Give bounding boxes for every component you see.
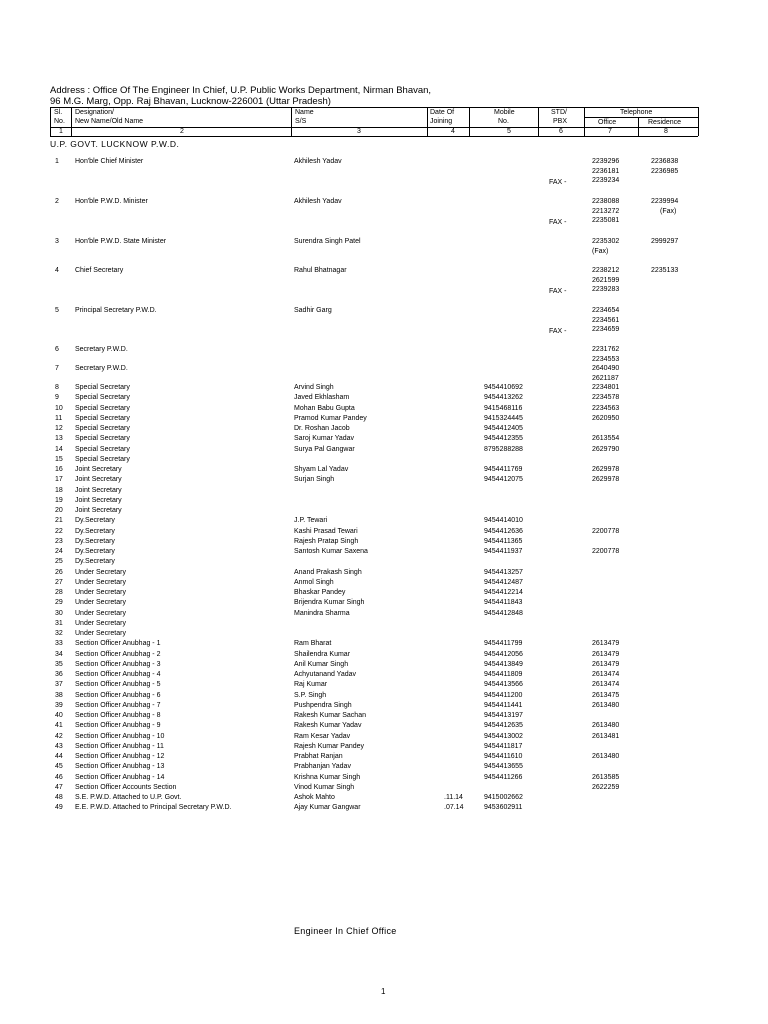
mobile-number: 9454411769 (484, 466, 523, 473)
mobile-number: 9454411937 (484, 548, 523, 555)
mobile-number: 9454411266 (484, 773, 523, 781)
fax-label: FAX - (549, 179, 567, 186)
office-phone: 2629790 (592, 445, 620, 453)
sl-number: 3 (55, 238, 59, 245)
section-title: U.P. GOVT. LUCKNOW P.W.D. (50, 139, 180, 149)
office-phone: 2613480 (592, 722, 620, 730)
sl-number: 4 (55, 267, 59, 274)
office-phone: 2613474 (592, 681, 620, 689)
residence-phone: 2236838 (651, 158, 679, 165)
sl-number: 33 (55, 640, 63, 648)
mobile-number: 9415324445 (484, 414, 523, 422)
office-phone: 2613475 (592, 691, 620, 699)
person-name: Sadhir Garg (294, 307, 332, 314)
designation: Dy.Secretary (75, 548, 115, 555)
page-number: 1 (381, 987, 386, 996)
sl-number: 45 (55, 763, 63, 771)
office-phone: 2235302 (592, 238, 620, 245)
sl-number: 40 (55, 712, 63, 719)
sl-number: 44 (55, 753, 63, 760)
column-number: 8 (664, 128, 668, 135)
designation: Section Officer Anubhag - 6 (75, 691, 161, 699)
header-name: Name (295, 109, 314, 116)
address-line-1: Address : Office Of The Engineer In Chief, U.P. Public Works Department, Nirman Bhavan, (50, 85, 432, 96)
header-telephone: Telephone (620, 109, 653, 116)
designation: Principal Secretary P.W.D. (75, 307, 157, 314)
person-name: Surjan Singh (294, 476, 335, 484)
person-name: Raj Kumar (294, 681, 328, 689)
designation: Dy.Secretary (75, 537, 115, 545)
joining-date: .11.14 (444, 794, 463, 801)
mobile-number: 9454413849 (484, 660, 523, 668)
residence-phone: 2235133 (651, 267, 679, 274)
designation: Special Secretary (75, 445, 130, 453)
office-phone: 2239234 (592, 177, 620, 184)
header-designation: Designation/ (75, 109, 114, 116)
column-number: 3 (357, 128, 361, 135)
office-phone: 2613479 (592, 640, 620, 648)
sl-number: 8 (55, 384, 59, 391)
residence-phone: 2239994 (651, 198, 679, 205)
person-name: J.P. Tewari (294, 517, 328, 525)
person-name: Prabhat Ranjan (294, 753, 343, 760)
sl-number: 20 (55, 507, 63, 514)
designation: Section Officer Anubhag - 13 (75, 763, 165, 771)
residence-phone: (Fax) (660, 207, 677, 215)
fax-label: FAX - (549, 328, 567, 335)
office-phone: 2234578 (592, 394, 620, 402)
designation: Special Secretary (75, 404, 130, 412)
office-phone: 2234561 (592, 316, 620, 324)
designation: Section Officer Anubhag - 9 (75, 722, 161, 730)
mobile-number: 9454412635 (484, 722, 523, 730)
office-phone: 2234563 (592, 404, 620, 412)
designation: Hon'ble P.W.D. State Minister (75, 238, 167, 245)
fax-label: FAX - (549, 219, 567, 226)
mobile-number: 9454413002 (484, 732, 523, 740)
office-phone: 2613481 (592, 732, 620, 740)
person-name: Rakesh Kumar Sachan (294, 712, 366, 719)
person-name: Mohan Babu Gupta (294, 404, 355, 412)
designation: Joint Secretary (75, 496, 122, 504)
header-mobile-no: No. (498, 118, 509, 125)
designation: Joint Secretary (75, 466, 122, 473)
mobile-number: 9454411817 (484, 742, 523, 750)
designation: Under Secretary (75, 589, 126, 596)
sl-number: 2 (55, 198, 59, 205)
mobile-number: 9454412848 (484, 609, 523, 617)
person-name: Rakesh Kumar Yadav (294, 722, 362, 730)
sl-number: 25 (55, 558, 63, 566)
person-name: Achyutanand Yadav (294, 671, 357, 678)
person-name: Kashi Prasad Tewari (294, 527, 358, 535)
person-name: Prabhanjan Yadav (294, 763, 351, 771)
sl-number: 18 (55, 486, 63, 494)
sl-number: 5 (55, 307, 59, 314)
office-phone: 2200778 (592, 527, 620, 535)
mobile-number: 9454411799 (484, 640, 523, 648)
designation: Under Secretary (75, 568, 126, 576)
mobile-number: 9454413262 (484, 394, 523, 402)
office-phone: 2239283 (592, 286, 620, 293)
header-pbx: PBX (553, 118, 568, 125)
person-name: Javed Ekhlasham (294, 394, 350, 402)
header-std: STD/ (551, 109, 567, 116)
sl-number: 41 (55, 722, 63, 730)
designation: Section Officer Anubhag - 12 (75, 753, 165, 760)
mobile-number: 9454411200 (484, 691, 523, 699)
mobile-number: 9454412075 (484, 476, 523, 484)
mobile-number: 9454414010 (484, 517, 523, 525)
person-name: Pushpendra Singh (294, 701, 352, 709)
office-phone: (Fax) (592, 247, 609, 255)
office-phone: 2238212 (592, 267, 620, 274)
sl-number: 36 (55, 671, 63, 678)
office-phone: 2238088 (592, 198, 620, 205)
designation: Section Officer Anubhag - 5 (75, 681, 161, 689)
mobile-number: 9454412405 (484, 425, 523, 432)
person-name: Rajesh Pratap Singh (294, 537, 359, 545)
sl-number: 26 (55, 568, 63, 576)
sl-number: 34 (55, 650, 63, 658)
designation: Section Officer Anubhag - 14 (75, 773, 165, 781)
person-name: Akhilesh Yadav (294, 198, 342, 205)
person-name: Anmol Singh (294, 578, 334, 586)
joining-date: .07.14 (444, 804, 464, 812)
designation: Under Secretary (75, 619, 126, 627)
sl-number: 47 (55, 783, 63, 791)
person-name: Anil Kumar Singh (294, 660, 349, 668)
office-phone: 2613479 (592, 660, 620, 668)
sl-number: 16 (55, 466, 63, 473)
mobile-number: 9454410692 (484, 384, 523, 391)
sl-number: 49 (55, 804, 63, 812)
office-phone: 2613554 (592, 435, 620, 443)
person-name: Arvind Singh (294, 384, 334, 391)
mobile-number: 9454413257 (484, 568, 523, 576)
mobile-number: 9454412214 (484, 589, 523, 596)
person-name: Akhilesh Yadav (294, 158, 342, 165)
person-name: Bhaskar Pandey (294, 589, 346, 596)
sl-number: 10 (55, 404, 63, 412)
column-number: 5 (507, 128, 511, 135)
mobile-number: 9454411610 (484, 753, 523, 760)
office-phone: 2640490 (592, 365, 620, 372)
person-name: S.P. Singh (294, 691, 327, 699)
office-phone: 2234654 (592, 307, 620, 314)
sl-number: 35 (55, 660, 63, 668)
person-name: Surendra Singh Patel (294, 238, 361, 245)
mobile-number: 9454412636 (484, 527, 523, 535)
residence-phone: 2999297 (651, 238, 679, 245)
header-joining: Joining (430, 118, 453, 125)
designation: Dy.Secretary (75, 527, 115, 535)
column-number: 2 (180, 128, 184, 135)
person-name: Krishna Kumar Singh (294, 773, 361, 781)
person-name: Brijendra Kumar Singh (294, 599, 365, 607)
sl-number: 21 (55, 517, 63, 525)
office-phone: 2613585 (592, 773, 620, 781)
header-office: Office (598, 119, 617, 126)
designation: Under Secretary (75, 578, 126, 586)
sl-number: 7 (55, 365, 59, 372)
designation: Under Secretary (75, 599, 126, 607)
office-phone: 2613480 (592, 753, 620, 760)
designation: Special Secretary (75, 384, 130, 391)
person-name: Rajesh Kumar Pandey (294, 742, 365, 750)
sl-number: 29 (55, 599, 63, 607)
office-phone: 2620950 (592, 414, 620, 422)
mobile-number: 9415468116 (484, 404, 523, 412)
office-phone: 2613479 (592, 650, 620, 658)
sl-number: 46 (55, 773, 63, 781)
designation: Secretary P.W.D. (75, 346, 128, 353)
sl-number: 37 (55, 681, 63, 689)
office-phone: 2231762 (592, 346, 620, 353)
office-phone: 2629978 (592, 466, 620, 473)
designation: Section Officer Anubhag - 10 (75, 732, 165, 740)
designation: Under Secretary (75, 609, 126, 617)
person-name: Anand Prakash Singh (294, 568, 362, 576)
designation: Chief Secretary (75, 267, 124, 274)
person-name: Ajay Kumar Gangwar (294, 804, 361, 812)
designation: Section Officer Anubhag - 7 (75, 701, 161, 709)
person-name: Saroj Kumar Yadav (294, 435, 355, 443)
office-phone: 2621187 (592, 374, 619, 382)
office-phone: 2239296 (592, 158, 620, 165)
office-phone: 2234659 (592, 326, 620, 333)
sl-number: 43 (55, 742, 63, 750)
designation: Dy.Secretary (75, 517, 115, 525)
designation: Section Officer Anubhag - 2 (75, 650, 161, 658)
header-new-old-name: New Name/Old Name (75, 118, 144, 125)
sl-number: 1 (55, 158, 59, 165)
residence-phone: 2236985 (651, 167, 679, 175)
header-no: No. (54, 118, 65, 125)
header-sl: Sl. (54, 109, 63, 116)
mobile-number: 9454411365 (484, 537, 523, 545)
sl-number: 14 (55, 445, 63, 453)
office-phone: 2629978 (592, 476, 620, 484)
person-name: Ashok Mahto (294, 794, 335, 801)
sl-number: 24 (55, 548, 63, 555)
sl-number: 48 (55, 794, 63, 801)
header-date-of: Date Of (430, 109, 455, 116)
mobile-number: 9454413566 (484, 681, 523, 689)
column-number: 6 (559, 128, 563, 135)
sl-number: 9 (55, 394, 59, 402)
designation: Special Secretary (75, 435, 130, 443)
sl-number: 31 (55, 619, 63, 627)
header-mobile: Mobile (494, 109, 515, 116)
mobile-number: 9453602911 (484, 804, 523, 812)
designation: Section Officer Anubhag - 11 (75, 742, 164, 750)
person-name: Santosh Kumar Saxena (294, 548, 368, 555)
office-phone: 2622259 (592, 783, 620, 791)
office-caption: Engineer In Chief Office (294, 926, 397, 936)
sl-number: 17 (55, 476, 63, 484)
designation: Joint Secretary (75, 486, 122, 494)
person-name: Surya Pal Gangwar (294, 445, 355, 453)
header-residence: Residence (648, 119, 682, 126)
person-name: Pramod Kumar Pandey (294, 414, 367, 422)
designation: Special Secretary (75, 394, 130, 402)
person-name: Dr. Roshan Jacob (294, 425, 350, 432)
mobile-number: 9454412355 (484, 435, 523, 443)
designation: Hon'ble Chief Minister (75, 158, 144, 165)
mobile-number: 9454413655 (484, 763, 523, 771)
office-phone: 2200778 (592, 548, 620, 555)
sl-number: 28 (55, 589, 63, 596)
office-phone: 2235081 (592, 217, 620, 224)
office-phone: 2213272 (592, 207, 620, 215)
sl-number: 39 (55, 701, 63, 709)
designation: Joint Secretary (75, 476, 122, 484)
designation: Hon'ble P.W.D. Minister (75, 198, 148, 205)
designation: Special Secretary (75, 425, 130, 432)
person-name: Ram Bharat (294, 640, 332, 648)
office-phone: 2234553 (592, 355, 620, 363)
designation: Special Secretary (75, 455, 130, 463)
mobile-number: 8795288288 (484, 445, 523, 453)
person-name: Rahul Bhatnagar (294, 267, 347, 274)
column-number: 4 (451, 128, 455, 135)
office-phone: 2236181 (592, 167, 620, 175)
mobile-number: 9454413197 (484, 712, 523, 719)
header-ss: S/S (295, 118, 307, 125)
sl-number: 32 (55, 630, 63, 637)
designation: Section Officer Anubhag - 8 (75, 712, 161, 719)
person-name: Shailendra Kumar (294, 650, 351, 658)
mobile-number: 9454411843 (484, 599, 523, 607)
sl-number: 19 (55, 496, 63, 504)
sl-number: 27 (55, 578, 63, 586)
office-phone: 2613474 (592, 671, 620, 678)
office-phone: 2234801 (592, 384, 620, 391)
column-number: 1 (59, 128, 63, 135)
sl-number: 13 (55, 435, 63, 443)
person-name: Shyam Lal Yadav (294, 466, 349, 473)
sl-number: 12 (55, 425, 63, 432)
designation: Special Secretary (75, 414, 130, 422)
sl-number: 42 (55, 732, 63, 740)
designation: Section Officer Anubhag - 3 (75, 660, 161, 668)
person-name: Vinod Kumar Singh (294, 783, 355, 791)
office-phone: 2621599 (592, 276, 620, 284)
sl-number: 23 (55, 537, 63, 545)
address-line-2: 96 M.G. Marg, Opp. Raj Bhavan, Lucknow-226001 (Uttar Pradesh) (50, 96, 331, 107)
mobile-number: 9454412487 (484, 578, 523, 586)
sl-number: 22 (55, 527, 63, 535)
person-name: Ram Kesar Yadav (294, 732, 351, 740)
sl-number: 15 (55, 455, 63, 463)
mobile-number: 9454411809 (484, 671, 523, 678)
column-number: 7 (608, 128, 612, 135)
sl-number: 6 (55, 346, 59, 353)
designation: Secretary P.W.D. (75, 365, 128, 372)
person-name: Manindra Sharma (294, 609, 350, 617)
designation: Under Secretary (75, 630, 126, 637)
sl-number: 30 (55, 609, 63, 617)
sl-number: 11 (55, 414, 63, 422)
designation: S.E. P.W.D. Attached to U.P. Govt. (75, 794, 182, 801)
mobile-number: 9415002662 (484, 794, 523, 801)
mobile-number: 9454412056 (484, 650, 523, 658)
designation: Joint Secretary (75, 507, 122, 514)
sl-number: 38 (55, 691, 63, 699)
fax-label: FAX - (549, 288, 567, 295)
designation: Dy.Secretary (75, 558, 115, 566)
office-phone: 2613480 (592, 701, 620, 709)
mobile-number: 9454411441 (484, 701, 523, 709)
designation: Section Officer Anubhag - 4 (75, 671, 161, 678)
designation: Section Officer Anubhag - 1 (75, 640, 161, 648)
designation: E.E. P.W.D. Attached to Principal Secretary P.W.D. (75, 804, 232, 812)
designation: Section Officer Accounts Section (75, 783, 177, 791)
